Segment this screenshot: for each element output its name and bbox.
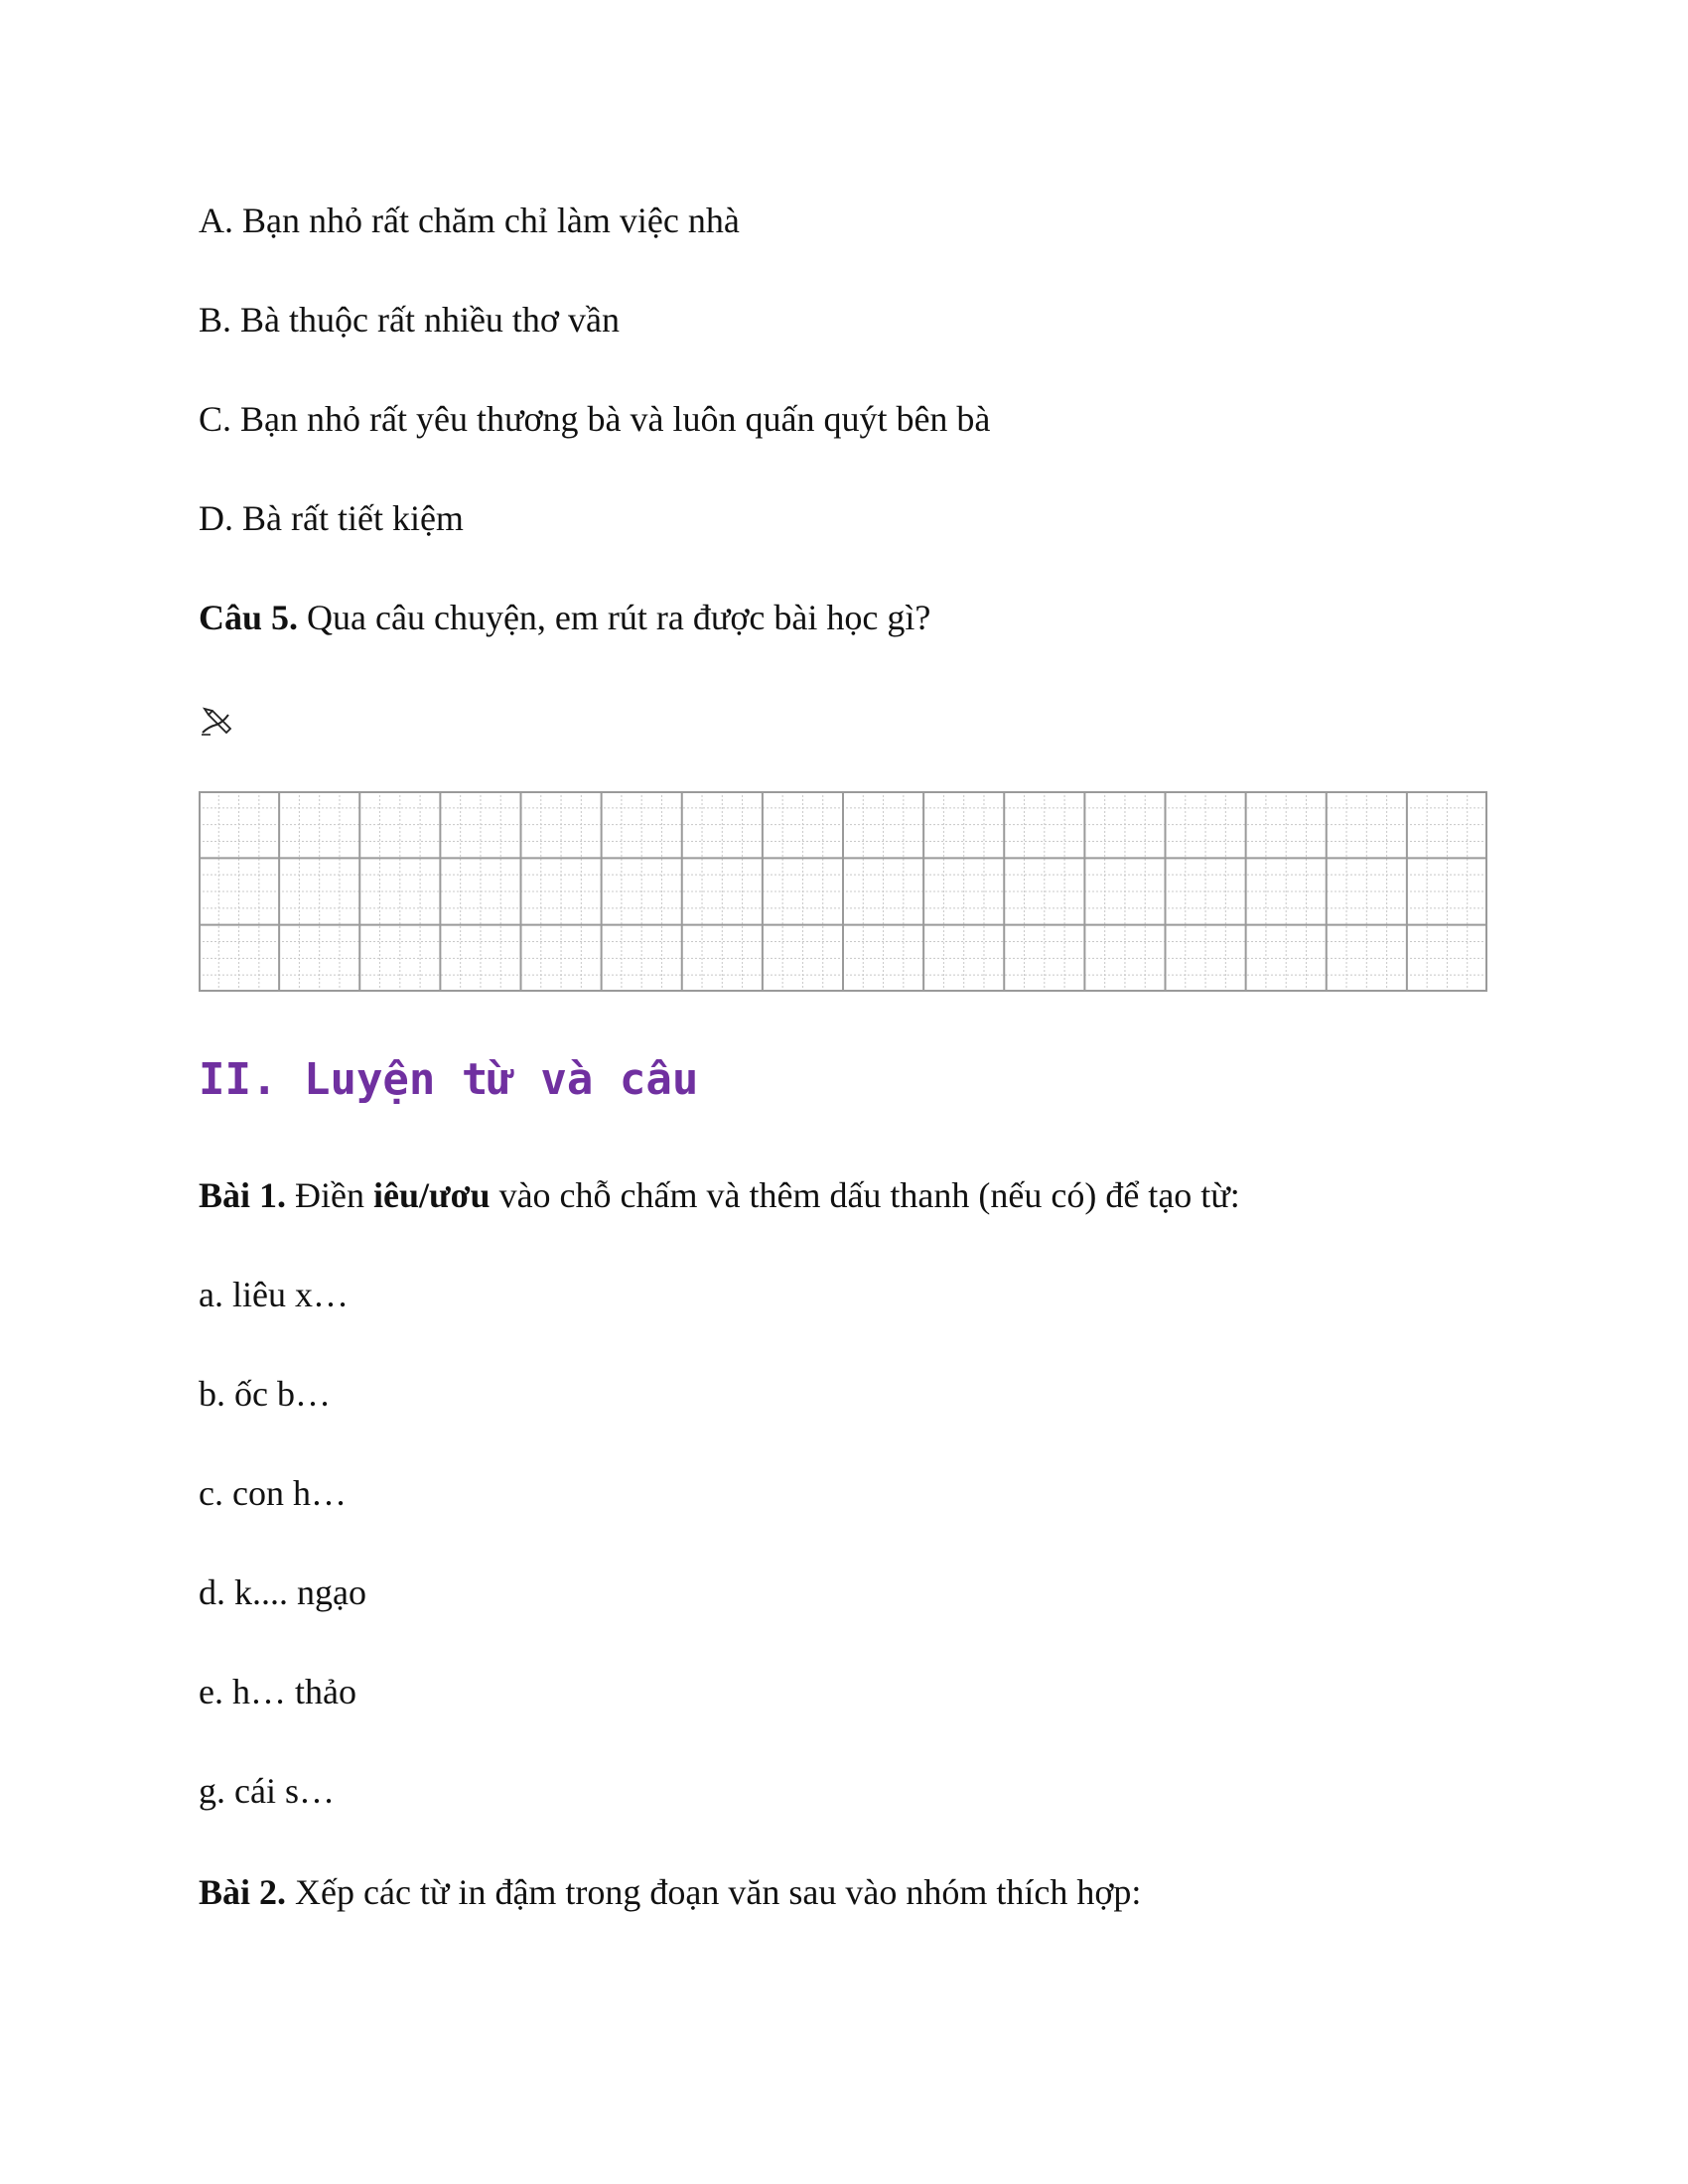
exercise-1-item: b. ốc b… — [199, 1374, 331, 1414]
exercise-1-item: d. k.... ngạo — [199, 1572, 366, 1612]
question-5-text: Qua câu chuyện, em rút ra được bài học gì? — [298, 598, 931, 637]
exercise-1-label: Bài 1. — [199, 1175, 287, 1215]
exercise-2-label: Bài 2. — [199, 1872, 287, 1912]
question-5-label: Câu 5. — [199, 598, 299, 637]
exercise-2-text: Xếp các từ in đậm trong đoạn văn sau vào nhóm thích hợp: — [286, 1872, 1142, 1912]
option-d: D. Bà rất tiết kiệm — [199, 498, 464, 538]
exercise-1-bold-term: iêu/ươu — [373, 1175, 491, 1215]
question-5 — [199, 596, 930, 639]
exercise-1-text-pre: Điền — [286, 1175, 373, 1215]
option-a: A. Bạn nhỏ rất chăm chỉ làm việc nhà — [199, 201, 740, 240]
exercise-2-prompt — [199, 1870, 1141, 1914]
section-heading: II. Luyện từ và câu — [199, 1054, 699, 1105]
exercise-1-item: c. con h… — [199, 1473, 347, 1513]
option-c: C. Bạn nhỏ rất yêu thương bà và luôn quấn quýt bên bà — [199, 399, 991, 439]
option-b: B. Bà thuộc rất nhiều thơ vần — [199, 300, 620, 340]
exercise-1-item: e. h… thảo — [199, 1672, 356, 1711]
answer-grid[interactable] — [199, 791, 1487, 992]
exercise-1-item: g. cái s… — [199, 1771, 335, 1811]
writing-hand-icon — [199, 703, 234, 739]
exercise-1-item: a. liêu x… — [199, 1275, 349, 1314]
exercise-1-text-post: vào chỗ chấm và thêm dấu thanh (nếu có) để tạo từ: — [490, 1175, 1240, 1215]
exercise-1-prompt — [199, 1173, 1240, 1217]
